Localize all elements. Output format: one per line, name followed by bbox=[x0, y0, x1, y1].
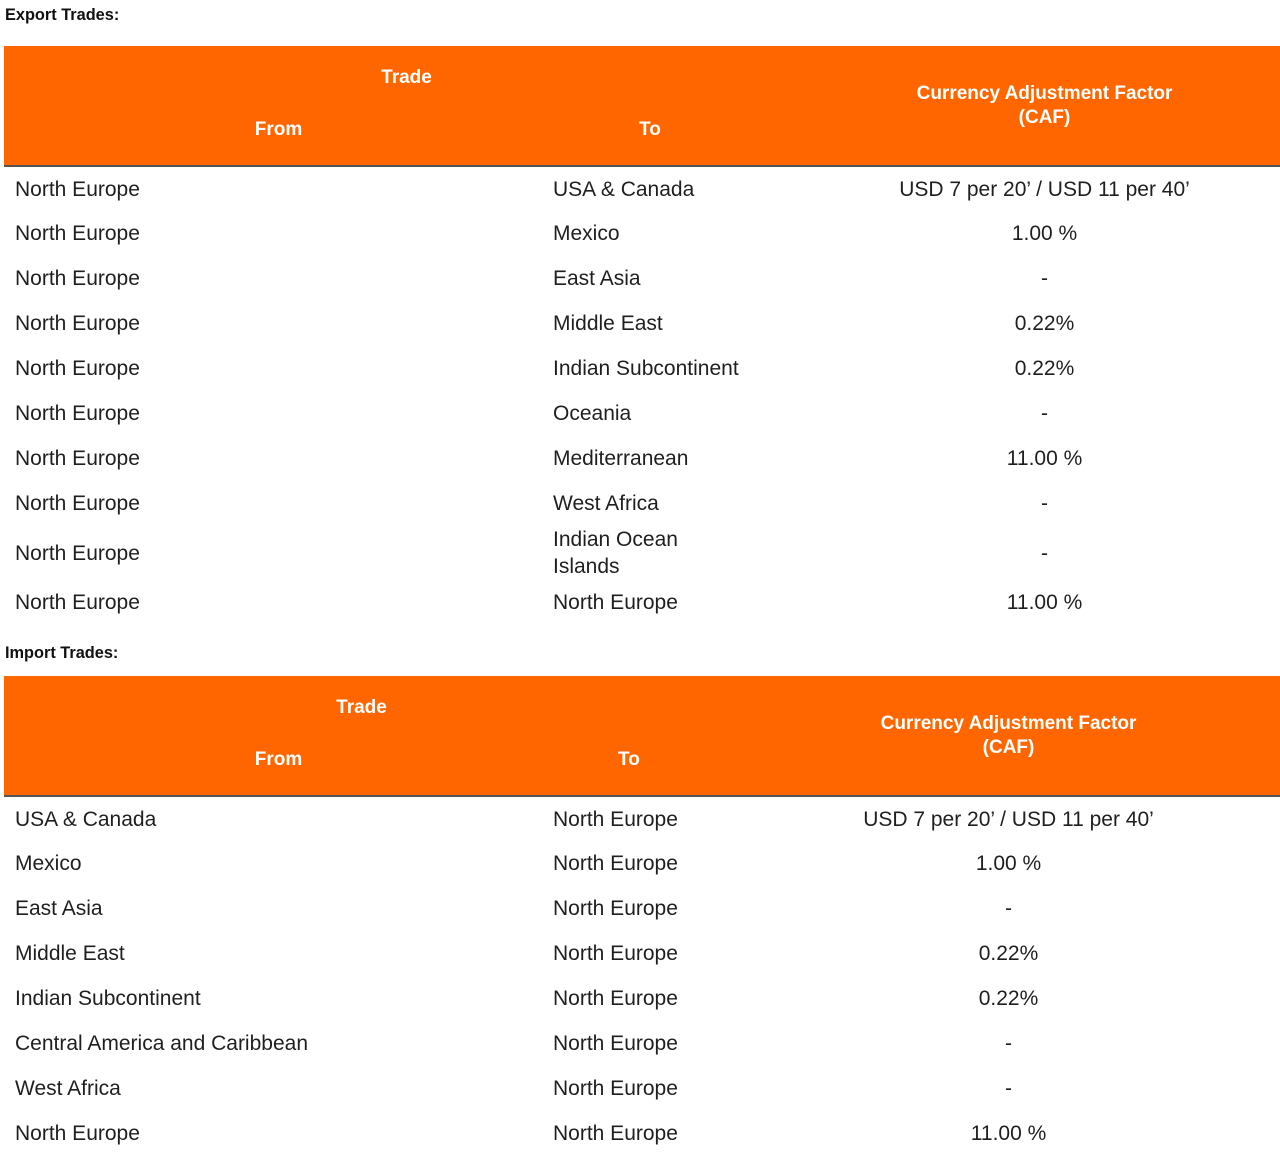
table-row bbox=[4, 1066, 1280, 1111]
from-cell: North Europe bbox=[15, 447, 140, 470]
from-cell: East Asia bbox=[15, 897, 103, 920]
from-cell: Indian Subcontinent bbox=[15, 987, 201, 1010]
from-header: From bbox=[4, 734, 553, 796]
from-cell: North Europe bbox=[15, 541, 140, 565]
export-trades-table bbox=[4, 46, 1280, 625]
to-cell: Mexico bbox=[553, 222, 620, 245]
trade-header: Trade bbox=[4, 676, 767, 734]
caf-header-label: Currency Adjustment Factor (CAF) bbox=[916, 82, 1173, 128]
import-trades-title: Import Trades: bbox=[5, 643, 119, 662]
table-row bbox=[4, 436, 1280, 481]
to-cell: North Europe bbox=[553, 897, 678, 920]
export-trades-body bbox=[4, 166, 1280, 625]
caf-cell: - bbox=[1005, 1077, 1013, 1100]
from-cell: USA & Canada bbox=[15, 807, 157, 831]
to-cell bbox=[553, 526, 809, 580]
import-trades-table bbox=[4, 676, 1280, 1156]
to-cell: North Europe bbox=[553, 942, 678, 965]
caf-cell: 11.00 % bbox=[970, 1122, 1047, 1145]
table-row bbox=[4, 580, 1280, 625]
table-row bbox=[4, 526, 1280, 580]
to-cell: North Europe bbox=[553, 1077, 678, 1100]
caf-cell: - bbox=[1041, 402, 1049, 425]
caf-cell: - bbox=[1041, 541, 1049, 565]
from-cell: Mexico bbox=[15, 852, 82, 875]
caf-cell: 0.22% bbox=[978, 987, 1039, 1010]
table-row bbox=[4, 931, 1280, 976]
caf-cell: 0.22% bbox=[1014, 312, 1075, 335]
from-cell: North Europe bbox=[15, 357, 140, 380]
table-row bbox=[4, 841, 1280, 886]
caf-cell: - bbox=[1041, 267, 1049, 290]
caf-cell: 1.00 % bbox=[1011, 222, 1078, 245]
from-cell: North Europe bbox=[15, 1122, 140, 1145]
to-header: To bbox=[553, 104, 809, 166]
caf-cell: 11.00 % bbox=[1006, 447, 1083, 470]
to-cell: North Europe bbox=[553, 852, 678, 875]
from-cell: West Africa bbox=[15, 1077, 121, 1100]
from-header: From bbox=[4, 104, 553, 166]
table-row bbox=[4, 796, 1280, 841]
table-row bbox=[4, 211, 1280, 256]
to-cell: North Europe bbox=[553, 807, 678, 831]
from-cell: Central America and Caribbean bbox=[15, 1032, 308, 1055]
to-header: To bbox=[553, 734, 767, 796]
to-cell: Indian Subcontinent bbox=[553, 357, 739, 380]
export-trades-title: Export Trades: bbox=[5, 5, 120, 24]
from-cell: North Europe bbox=[15, 267, 140, 290]
caf-cell: 1.00 % bbox=[975, 852, 1042, 875]
caf-cell: - bbox=[1005, 897, 1013, 920]
caf-cell: - bbox=[1041, 492, 1049, 515]
from-cell: North Europe bbox=[15, 222, 140, 245]
caf-header bbox=[809, 46, 1280, 166]
caf-cell: USD 7 per 20’ / USD 11 per 40’ bbox=[899, 177, 1190, 201]
to-cell-text: Indian Ocean Islands bbox=[553, 528, 678, 578]
to-cell: North Europe bbox=[553, 1122, 678, 1145]
to-cell: North Europe bbox=[553, 987, 678, 1010]
caf-cell: 11.00 % bbox=[1006, 591, 1083, 614]
to-cell: Oceania bbox=[553, 402, 632, 425]
caf-cell: USD 7 per 20’ / USD 11 per 40’ bbox=[863, 807, 1154, 831]
to-cell: North Europe bbox=[553, 591, 678, 614]
table-row bbox=[4, 1111, 1280, 1156]
table-row bbox=[4, 166, 1280, 211]
from-cell: Middle East bbox=[15, 942, 125, 965]
to-cell: Middle East bbox=[553, 312, 663, 335]
to-cell: Mediterranean bbox=[553, 447, 689, 470]
from-cell: North Europe bbox=[15, 402, 140, 425]
table-row bbox=[4, 481, 1280, 526]
to-cell: USA & Canada bbox=[553, 177, 695, 201]
table-row bbox=[4, 1021, 1280, 1066]
from-cell: North Europe bbox=[15, 492, 140, 515]
trade-header: Trade bbox=[4, 46, 809, 104]
caf-header bbox=[767, 676, 1280, 796]
from-cell: North Europe bbox=[15, 177, 140, 201]
table-row bbox=[4, 346, 1280, 391]
table-row bbox=[4, 301, 1280, 346]
to-cell: East Asia bbox=[553, 267, 641, 290]
caf-cell: 0.22% bbox=[978, 942, 1039, 965]
to-cell: North Europe bbox=[553, 1032, 678, 1055]
caf-header-label: Currency Adjustment Factor (CAF) bbox=[880, 712, 1137, 758]
to-cell: West Africa bbox=[553, 492, 659, 515]
from-cell: North Europe bbox=[15, 591, 140, 614]
import-trades-body bbox=[4, 796, 1280, 1156]
table-row bbox=[4, 886, 1280, 931]
table-row bbox=[4, 256, 1280, 301]
table-row bbox=[4, 391, 1280, 436]
caf-cell: - bbox=[1005, 1032, 1013, 1055]
from-cell: North Europe bbox=[15, 312, 140, 335]
table-row bbox=[4, 976, 1280, 1021]
caf-cell: 0.22% bbox=[1014, 357, 1075, 380]
